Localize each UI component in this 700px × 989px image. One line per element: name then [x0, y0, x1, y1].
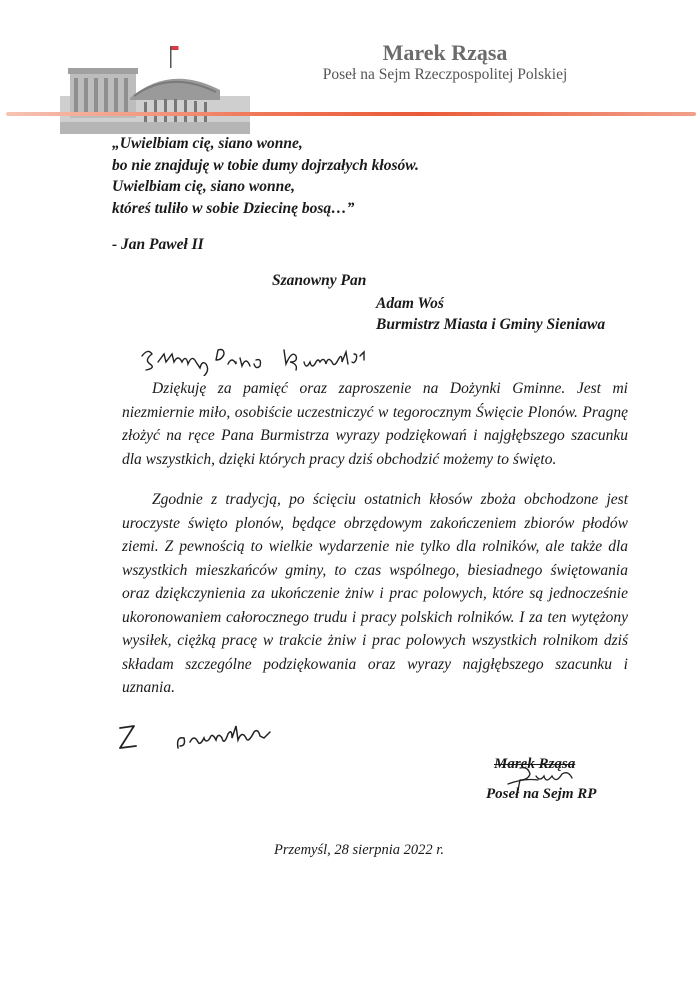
quote-line: bo nie znajduję w tobie dumy dojrzałych kłosów. [112, 156, 419, 174]
addressee-position: Burmistrz Miasta i Gminy Sieniawa [376, 316, 606, 333]
quote-author: - Jan Paweł II [112, 236, 204, 253]
signatory-name: Marek Rząsa [494, 756, 576, 772]
addressee-name: Adam Woś [376, 295, 444, 312]
quote-line: Uwielbiam cię, siano wonne, [112, 178, 295, 195]
handwritten-closing [112, 718, 332, 762]
letter-body [122, 377, 628, 471]
letterhead-divider [6, 112, 696, 116]
quote-line: „Uwielbiam cię, siano wonne, [112, 135, 303, 152]
sejm-building-icon [60, 38, 250, 134]
quote-line: któreś tuliło w sobie Dziecinę bosą…” [112, 199, 355, 217]
place-date: Przemyśl, 28 sierpnia 2022 r. [274, 842, 444, 858]
body-paragraph: Zgodnie z tradycją, po ścięciu ostatnich kłosów zboża obchodzone jest uroczyste święto plonów, będące obrzędowym zakończeniem zbiorów płodów ziemi. Z pewnością to wielkie wydarzenie nie tylko dla rolników, ale także dla wszystkich mieszkańców gminy, to czas wspólnego, biesiadnego świętowania oraz dziękczynienia za ukończenie żniw i prac polowych, które są jednocześnie ukoronowaniem całorocznego trudu i pracy polskich rolników. I za ten wytężony wysiłek, ciężką pracę w trakcie żniw i prac polowych wszystkich rolnikom dziś składam szczególne podziękowania oraz wyrazy najgłębszego szacunku i uznania. [122, 491, 628, 696]
handwritten-greeting [138, 342, 378, 376]
quote [112, 133, 419, 219]
body-paragraph: Dziękuję za pamięć oraz zaproszenie na Dożynki Gminne. Jest mi niezmiernie miło, osobiście uczestniczyć w tegorocznym Święcie Plonów. Pragnę złożyć na ręce Pana Burmistrza wyrazy podziękowań i najgłębszego szacunku dla wszystkich, dzięki których pracy dziś obchodzić możemy to święto. [122, 380, 628, 468]
signatory-role: Poseł na Sejm RP [486, 786, 597, 802]
addressee-salutation: Szanowny Pan [272, 272, 367, 289]
letterhead-title: Poseł na Sejm Rzeczpospolitej Polskiej [322, 66, 568, 83]
letter-body-2 [122, 488, 628, 700]
letterhead-name: Marek Rząsa [382, 40, 508, 65]
